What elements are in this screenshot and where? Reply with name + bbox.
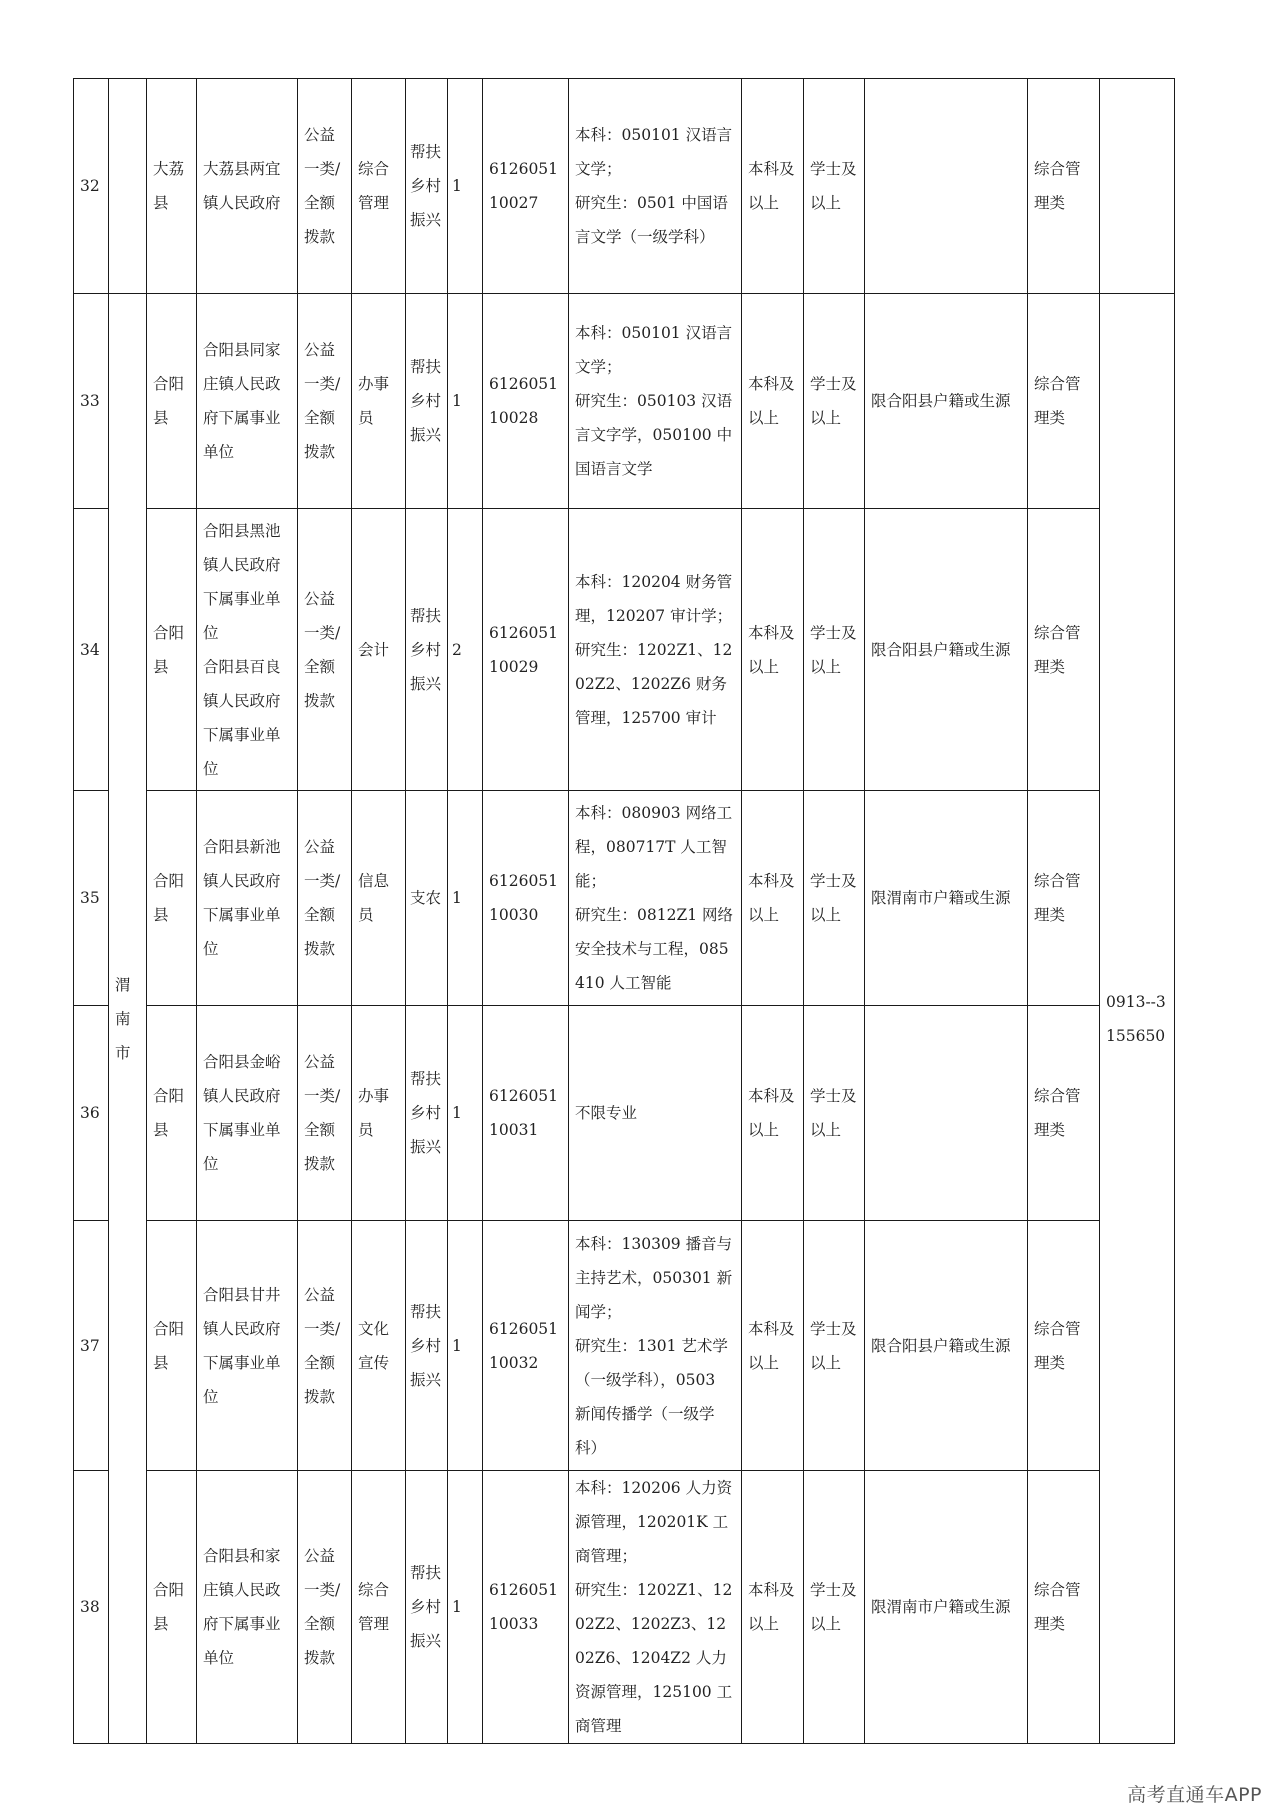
code-cell: 612605110028 [483,294,569,509]
count-cell: 2 [448,509,483,791]
position-cell: 办事员 [352,1006,406,1221]
education-cell: 本科及以上 [742,1006,804,1221]
other-cell: 限合阳县户籍或生源 [865,1221,1028,1471]
other-cell: 限合阳县户籍或生源 [865,509,1028,791]
county-cell: 合阳县 [147,791,197,1006]
position-cell: 综合管理 [352,79,406,294]
category-cell: 综合管理类 [1028,791,1100,1006]
category-cell: 综合管理类 [1028,294,1100,509]
unit-cell: 合阳县金峪镇人民政府下属事业单位 [197,1006,298,1221]
nature-cell: 公益一类/全额拨款 [298,1006,352,1221]
count-cell: 1 [448,1006,483,1221]
table-row [74,1221,1175,1471]
county-cell: 合阳县 [147,294,197,509]
watermark: 高考直通车APP [1127,1784,1262,1806]
other-cell: 限渭南市户籍或生源 [865,791,1028,1006]
county-cell: 合阳县 [147,1006,197,1221]
other-cell: 限合阳县户籍或生源 [865,294,1028,509]
major-cell: 本科：130309 播音与主持艺术，050301 新闻学； 研究生：1301 艺术学（一级学科），0503 新闻传播学（一级学科） [569,1221,742,1471]
code-cell: 612605110031 [483,1006,569,1221]
job-table [73,78,1175,1744]
degree-cell: 学士及以上 [804,1471,865,1744]
row-number: 38 [74,1471,109,1744]
table-row [74,1006,1175,1221]
unit-cell: 合阳县黑池镇人民政府下属事业单位 合阳县百良镇人民政府下属事业单位 [197,509,298,791]
other-cell: 限渭南市户籍或生源 [865,1471,1028,1744]
type-cell: 帮扶乡村振兴 [406,1221,448,1471]
education-cell: 本科及以上 [742,1471,804,1744]
code-cell: 612605110030 [483,791,569,1006]
row-number: 32 [74,79,109,294]
count-cell: 1 [448,79,483,294]
type-cell: 帮扶乡村振兴 [406,1006,448,1221]
count-cell: 1 [448,294,483,509]
education-cell: 本科及以上 [742,791,804,1006]
major-cell: 本科：050101 汉语言文学； 研究生：0501 中国语言文学（一级学科） [569,79,742,294]
table-row [74,1471,1175,1744]
code-cell: 612605110029 [483,509,569,791]
row-number: 37 [74,1221,109,1471]
count-cell: 1 [448,1471,483,1744]
county-cell: 合阳县 [147,1221,197,1471]
degree-cell: 学士及以上 [804,1006,865,1221]
category-cell: 综合管理类 [1028,1006,1100,1221]
type-cell: 帮扶乡村振兴 [406,509,448,791]
table-row [74,791,1175,1006]
count-cell: 1 [448,1221,483,1471]
row-number: 36 [74,1006,109,1221]
position-cell: 办事员 [352,294,406,509]
major-cell: 本科：080903 网络工程，080717T 人工智能； 研究生：0812Z1 网络安全技术与工程，085410 人工智能 [569,791,742,1006]
code-cell: 612605110032 [483,1221,569,1471]
nature-cell: 公益一类/全额拨款 [298,294,352,509]
nature-cell: 公益一类/全额拨款 [298,79,352,294]
row-number: 33 [74,294,109,509]
nature-cell: 公益一类/全额拨款 [298,791,352,1006]
unit-cell: 合阳县新池镇人民政府下属事业单位 [197,791,298,1006]
code-cell: 612605110027 [483,79,569,294]
county-cell: 大荔县 [147,79,197,294]
row-number: 34 [74,509,109,791]
position-cell: 文化宣传 [352,1221,406,1471]
nature-cell: 公益一类/全额拨款 [298,1471,352,1744]
major-cell: 本科：120204 财务管理，120207 审计学； 研究生：1202Z1、1202Z2、1202Z6 财务管理，125700 审计 [569,509,742,791]
city-cell: 渭南市 [109,294,147,1744]
table-row [74,294,1175,509]
major-cell: 本科：050101 汉语言文学； 研究生：050103 汉语言文字学，050100 中国语言文学 [569,294,742,509]
phone-cell: 0913--3155650 [1100,294,1175,1744]
city-cell [109,79,147,294]
degree-cell: 学士及以上 [804,509,865,791]
category-cell: 综合管理类 [1028,79,1100,294]
unit-cell: 合阳县和家庄镇人民政府下属事业单位 [197,1471,298,1744]
count-cell: 1 [448,791,483,1006]
education-cell: 本科及以上 [742,294,804,509]
job-table-body [74,79,1175,1744]
other-cell [865,1006,1028,1221]
type-cell: 帮扶乡村振兴 [406,1471,448,1744]
unit-cell: 大荔县两宜镇人民政府 [197,79,298,294]
county-cell: 合阳县 [147,509,197,791]
degree-cell: 学士及以上 [804,791,865,1006]
phone-cell [1100,79,1175,294]
position-cell: 综合管理 [352,1471,406,1744]
position-cell: 信息员 [352,791,406,1006]
table-row [74,509,1175,791]
unit-cell: 合阳县甘井镇人民政府下属事业单位 [197,1221,298,1471]
county-cell: 合阳县 [147,1471,197,1744]
category-cell: 综合管理类 [1028,1471,1100,1744]
type-cell: 支农 [406,791,448,1006]
degree-cell: 学士及以上 [804,79,865,294]
table-row [74,79,1175,294]
degree-cell: 学士及以上 [804,1221,865,1471]
code-cell: 612605110033 [483,1471,569,1744]
degree-cell: 学士及以上 [804,294,865,509]
education-cell: 本科及以上 [742,509,804,791]
unit-cell: 合阳县同家庄镇人民政府下属事业单位 [197,294,298,509]
type-cell: 帮扶乡村振兴 [406,294,448,509]
major-cell: 不限专业 [569,1006,742,1221]
other-cell [865,79,1028,294]
position-cell: 会计 [352,509,406,791]
education-cell: 本科及以上 [742,79,804,294]
nature-cell: 公益一类/全额拨款 [298,1221,352,1471]
category-cell: 综合管理类 [1028,509,1100,791]
category-cell: 综合管理类 [1028,1221,1100,1471]
type-cell: 帮扶乡村振兴 [406,79,448,294]
nature-cell: 公益一类/全额拨款 [298,509,352,791]
education-cell: 本科及以上 [742,1221,804,1471]
row-number: 35 [74,791,109,1006]
major-cell: 本科：120206 人力资源管理，120201K 工商管理； 研究生：1202Z1、1202Z2、1202Z3、1202Z6、1204Z2 人力资源管理，125100 工商管理 [569,1471,742,1744]
